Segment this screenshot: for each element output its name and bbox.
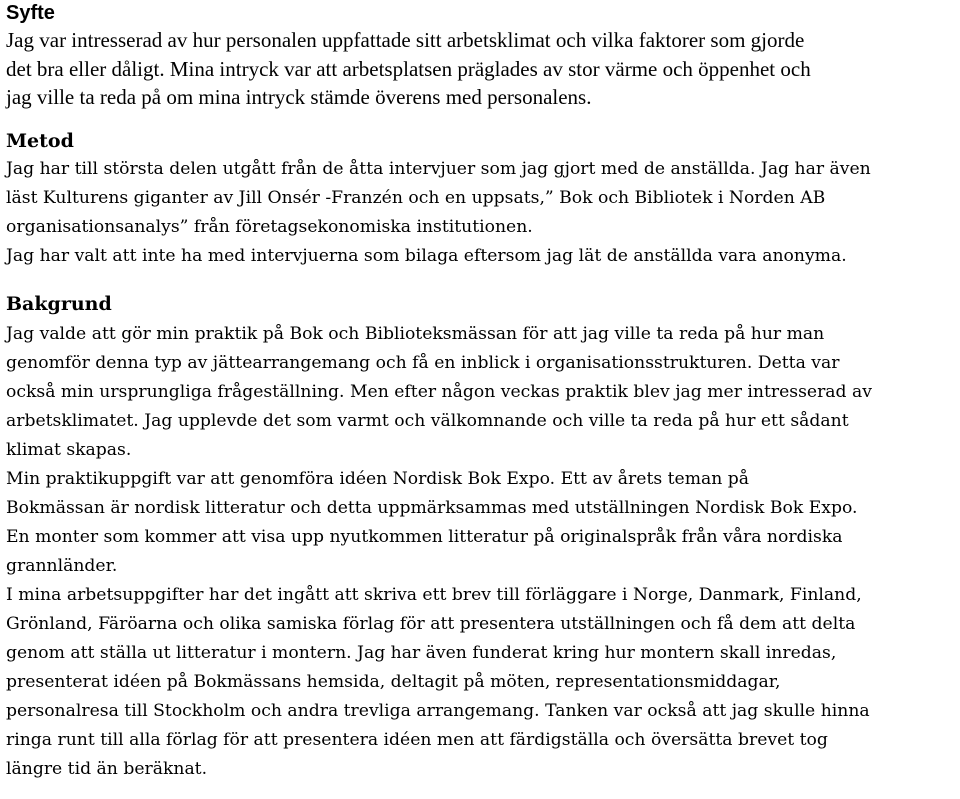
text-line: Min praktikuppgift var att genomföra idéen Nordisk Bok Expo. Ett av årets teman på xyxy=(6,468,750,489)
paragraph-syfte xyxy=(6,26,960,112)
text-line: grannländer. xyxy=(6,555,118,576)
text-line: Jag valde att gör min praktik på Bok och Biblioteksmässan för att jag ville ta reda på hur man xyxy=(6,323,825,344)
section-metod xyxy=(6,128,960,271)
text-line: organisationsanalys” från företagsekonomiska institutionen. xyxy=(6,216,533,237)
text-line: arbetsklimatet. Jag upplevde det som varmt och välkomnande och ville ta reda på hur ett sådant xyxy=(6,410,849,431)
heading-bakgrund: Bakgrund xyxy=(6,292,112,315)
text-line: genom att ställa ut litteratur i montern. Jag har även funderat kring hur montern skall inredas, xyxy=(6,642,837,663)
text-line: Jag har till största delen utgått från de åtta intervjuer som jag gjort med de anställda. Jag har även xyxy=(6,158,871,179)
text-line: En monter som kommer att visa upp nyutkommen litteratur på originalspråk från våra nordiska xyxy=(6,526,843,547)
text-line: Jag var intresserad av hur personalen uppfattade sitt arbetsklimat och vilka faktorer som gjorde xyxy=(6,28,805,52)
section-spacer xyxy=(6,112,960,128)
text-line: genomför denna typ av jättearrangemang och få en inblick i organisationsstrukturen. Detta var xyxy=(6,352,840,373)
text-line: presenterat idéen på Bokmässans hemsida, deltagit på möten, representationsmiddagar, xyxy=(6,671,781,692)
text-line: jag ville ta reda på om mina intryck stämde överens med personalens. xyxy=(6,85,592,109)
text-line: klimat skapas. xyxy=(6,439,132,460)
text-line: Grönland, Färöarna och olika samiska förlag för att presentera utställningen och få dem att delta xyxy=(6,613,856,634)
text-line: längre tid än beräknat. xyxy=(6,758,208,779)
text-line: det bra eller dåligt. Mina intryck var att arbetsplatsen präglades av stor värme och öppenhet och xyxy=(6,56,811,81)
text-line: I mina arbetsuppgifter har det ingått att skriva ett brev till förläggare i Norge, Danmark, Finland, xyxy=(6,584,862,605)
paragraph-metod xyxy=(6,155,960,271)
text-line: läst Kulturens giganter av Jill Onsér -Franzén och en uppsats,” Bok och Bibliotek i Norden AB xyxy=(6,187,826,208)
heading-metod: Metod xyxy=(6,129,74,152)
section-spacer xyxy=(6,271,960,291)
text-line: personalresa till Stockholm och andra trevliga arrangemang. Tanken var också att jag skulle hinna xyxy=(6,700,870,721)
text-line: också min ursprungliga frågeställning. Men efter någon veckas praktik blev jag mer intresserad av xyxy=(6,381,872,402)
paragraph-bakgrund xyxy=(6,320,960,784)
section-syfte xyxy=(6,0,960,112)
text-line: Bokmässan är nordisk litteratur och detta uppmärksammas med utställningen Nordisk Bok Expo. xyxy=(6,497,858,518)
heading-syfte: Syfte xyxy=(6,2,55,24)
text-line: Jag har valt att inte ha med intervjuerna som bilaga eftersom jag lät de anställda vara anonyma. xyxy=(6,245,847,266)
section-bakgrund xyxy=(6,291,960,784)
text-line: ringa runt till alla förlag för att presentera idéen men att färdigställa och översätta brevet tog xyxy=(6,729,828,750)
